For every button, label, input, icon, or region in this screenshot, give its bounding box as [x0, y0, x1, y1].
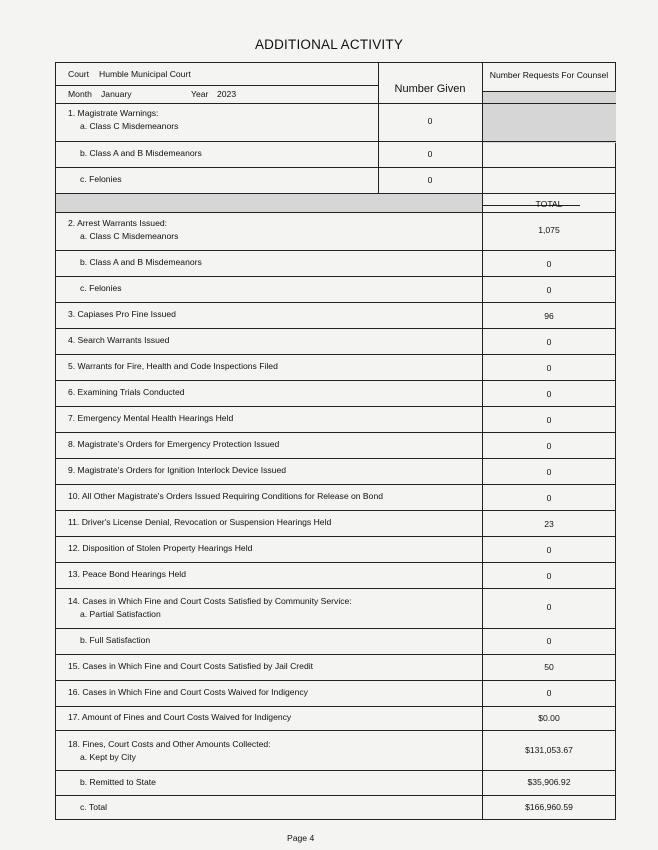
row-value: 0: [546, 602, 552, 612]
warning-value: 0: [427, 175, 433, 185]
court-label: Court: [68, 69, 90, 79]
section-divider-bar: [56, 193, 482, 212]
warning-value: 0: [427, 116, 433, 126]
row-label: 11. Driver's License Denial, Revocation or Suspension Hearings Held: [68, 517, 332, 527]
row-value: 0: [546, 441, 552, 451]
year-label: Year: [191, 89, 209, 99]
counsel-shaded-cell: [482, 91, 616, 143]
row-label: 16. Cases in Which Fine and Court Costs Waived for Indigency: [68, 687, 308, 697]
row-label: 9. Magistrate's Orders for Ignition Interlock Device Issued: [68, 465, 287, 475]
row-label: 15. Cases in Which Fine and Court Costs Satisfied by Jail Credit: [68, 661, 314, 671]
row-value: 50: [544, 662, 554, 672]
row-value: 96: [544, 311, 554, 321]
row-label: 10. All Other Magistrate's Orders Issued Requiring Conditions for Release on Bond: [68, 491, 383, 501]
row-label: b. Full Satisfaction: [80, 635, 151, 645]
row-label: 12. Disposition of Stolen Property Hearings Held: [68, 543, 253, 553]
warning-sub: a. Class C Misdemeanors: [80, 121, 179, 131]
requests-counsel-header: Number Requests For Counsel: [489, 70, 609, 80]
row-label: 14. Cases in Which Fine and Court Costs Satisfied by Community Service:: [68, 596, 352, 606]
row-value: 0: [546, 688, 552, 698]
number-given-header: Number Given: [394, 83, 466, 95]
page-number: Page 4: [287, 833, 315, 843]
row-value: $131,053.67: [525, 745, 573, 755]
row-value: 0: [546, 493, 552, 503]
month-label: Month: [68, 89, 92, 99]
row-sub: a. Partial Satisfaction: [80, 609, 161, 619]
row-value: 23: [544, 519, 554, 529]
row-label: c. Total: [80, 802, 108, 812]
row-label: 5. Warrants for Fire, Health and Code Inspections Filed: [68, 361, 278, 371]
row-label: b. Class A and B Misdemeanors: [80, 257, 202, 267]
row-label: 13. Peace Bond Hearings Held: [68, 569, 187, 579]
row-value: 0: [546, 337, 552, 347]
row-value: 0: [546, 636, 552, 646]
row-label: 3. Capiases Pro Fine Issued: [68, 309, 176, 319]
warning-label: 1. Magistrate Warnings:: [68, 108, 159, 118]
warning-value: 0: [427, 149, 433, 159]
row-label: 8. Magistrate's Orders for Emergency Protection Issued: [68, 439, 280, 449]
row-value: 0: [546, 545, 552, 555]
row-label: 4. Search Warrants Issued: [68, 335, 170, 345]
row-sub: a. Class C Misdemeanors: [80, 231, 179, 241]
row-sub: a. Kept by City: [80, 752, 136, 762]
warning-label: b. Class A and B Misdemeanors: [80, 148, 202, 158]
row-value: $166,960.59: [525, 802, 573, 812]
warning-label: c. Felonies: [80, 174, 122, 184]
row-value: 1,075: [538, 225, 560, 235]
row-value: 0: [546, 285, 552, 295]
row-value: $0.00: [538, 713, 560, 723]
month-value: January: [101, 89, 132, 99]
row-label: 6. Examining Trials Conducted: [68, 387, 185, 397]
row-label: 18. Fines, Court Costs and Other Amounts Collected:: [68, 739, 271, 749]
row-value: 0: [546, 259, 552, 269]
row-label: 17. Amount of Fines and Court Costs Waived for Indigency: [68, 712, 292, 722]
activity-table: [55, 62, 616, 820]
row-label: b. Remitted to State: [80, 777, 156, 787]
row-value: $35,906.92: [527, 777, 571, 787]
row-label: c. Felonies: [80, 283, 122, 293]
row-value: 0: [546, 571, 552, 581]
year-value: 2023: [217, 89, 237, 99]
row-value: 0: [546, 363, 552, 373]
court-value: Humble Municipal Court: [99, 69, 191, 79]
total-header: TOTAL: [535, 199, 563, 209]
row-value: 0: [546, 467, 552, 477]
row-label: 2. Arrest Warrants Issued:: [68, 218, 168, 228]
page-title: ADDITIONAL ACTIVITY: [254, 37, 404, 52]
row-value: 0: [546, 415, 552, 425]
row-value: 0: [546, 389, 552, 399]
row-label: 7. Emergency Mental Health Hearings Held: [68, 413, 234, 423]
